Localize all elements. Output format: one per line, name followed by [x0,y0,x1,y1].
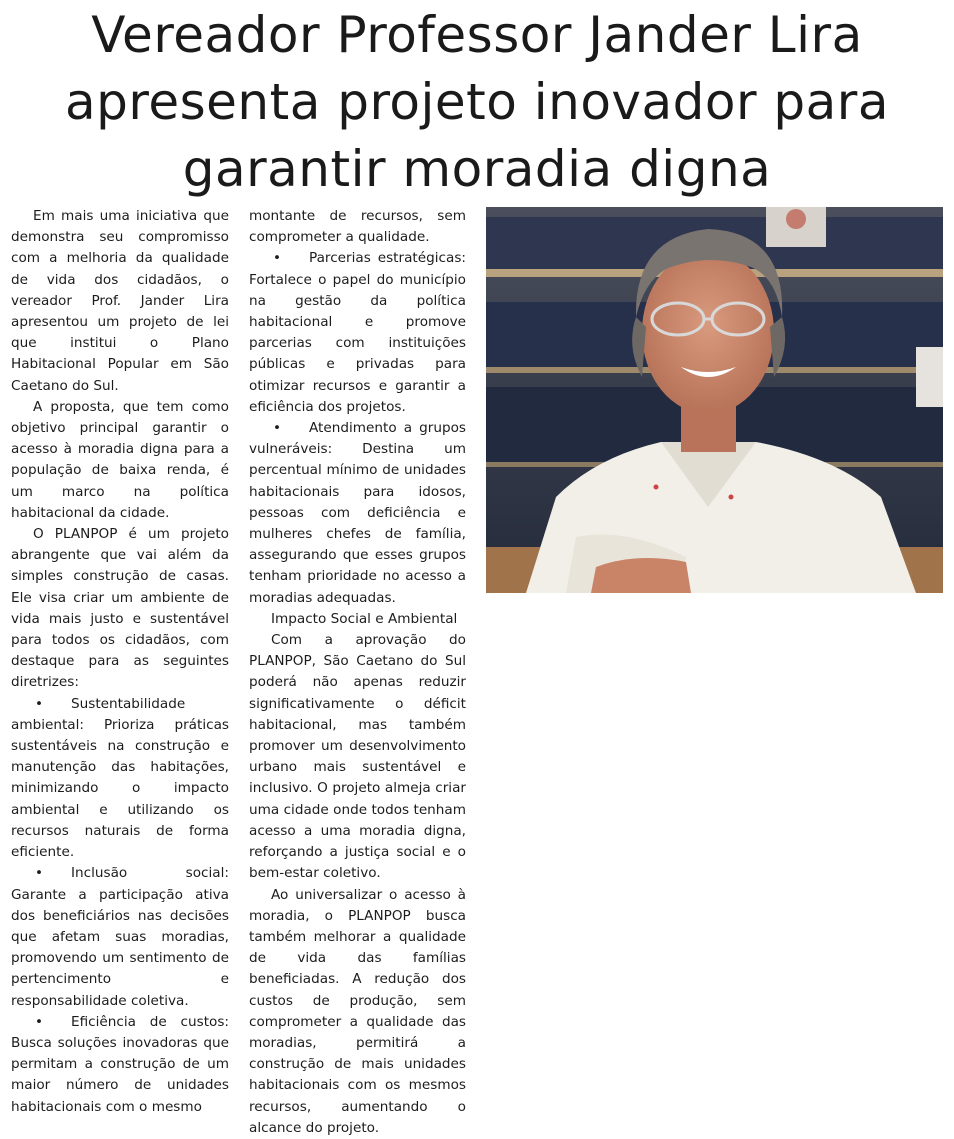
bullet-text: Sustentabilidade ambiental: Prioriza práticas sustentáveis na construção e manutenção das habitações, minimizando o impacto ambiental e utilizando os recursos naturais de forma eficiente. [11,695,229,861]
bullet-icon: • [35,1013,44,1030]
article-column-2 [249,206,466,1139]
paragraph-intro: Em mais uma iniciativa que demonstra seu compromisso com a melhoria da qualidade de vida dos cidadãos, o vereador Prof. Jander Lira apresentou um projeto de lei que institui o Plano Habitacional Popular em São Caetano do Sul. [11,208,229,394]
bullet-icon: • [273,420,282,437]
headline: Vereador Professor Jander Lira apresenta projeto inovador para garantir moradia digna [64,6,890,198]
bullet-icon: • [35,695,44,712]
bullet-item-inclusion [11,863,229,1011]
bullet-item-partnerships [249,248,466,418]
bullet-icon: • [273,250,282,267]
bullet-icon: • [35,865,44,882]
bullet-text: Eficiência de custos: Busca soluções inovadoras que permitam a construção de um maior número de unidades habitacionais com o mesmo [11,1013,229,1115]
bullet-costs-continued: montante de recursos, sem comprometer a qualidade. [249,208,466,246]
paragraph-impact: Com a aprovação do PLANPOP, São Caetano do Sul poderá não apenas reduzir significativamente o déficit habitacional, mas também promover um desenvolvimento urbano mais sustentável e inclusivo. O projeto almeja criar uma cidade onde todos tenham acesso a uma moradia digna, reforçando a justiça social e o bem-estar coletivo. [249,632,466,882]
bullet-text: Parcerias estratégicas: Fortalece o papel do município na gestão da política habitacional e promove parcerias com instituições públicas e privadas para otimizar recursos e garantir a eficiência dos projetos. [249,250,466,415]
section-subheading: Impacto Social e Ambiental [271,610,458,627]
bullet-text: Atendimento a grupos vulneráveis: Destina um percentual mínimo de unidades habitacionais para idosos, pessoas com deficiência e mulheres chefes de família, assegurando que esses grupos tenham prioridade no acesso a moradias adequadas. [249,420,466,606]
bullet-item-costs [11,1012,229,1118]
portrait-illustration [486,207,943,593]
paragraph-planpop: O PLANPOP é um projeto abrangente que vai além da simples construção de casas. Ele visa criar um ambiente de vida mais justo e sustentável para todos os cidadãos, com destaque para as seguintes diretrizes: [11,526,229,691]
bullet-item-sustainability [11,694,229,864]
article-column-1 [11,206,229,1118]
portrait-photo [486,207,943,593]
paragraph-proposal: A proposta, que tem como objetivo principal garantir o acesso à moradia digna para a população de baixa renda, é um marco na política habitacional da cidade. [11,398,229,521]
bullet-item-vulnerable-groups [249,418,466,609]
paragraph-universalize: Ao universalizar o acesso à moradia, o PLANPOP busca também melhorar a qualidade de vida das famílias beneficiadas. A redução dos custos de produção, sem comprometer a qualidade das moradias, permitirá a construção de mais unidades habitacionais com os mesmos recursos, aumentando o alcance do projeto. [249,886,466,1136]
bullet-text: Inclusão social: Garante a participação ativa dos beneficiários nas decisões que afetam suas moradias, promovendo um sentimento de pertencimento e responsabilidade coletiva. [11,865,229,1009]
